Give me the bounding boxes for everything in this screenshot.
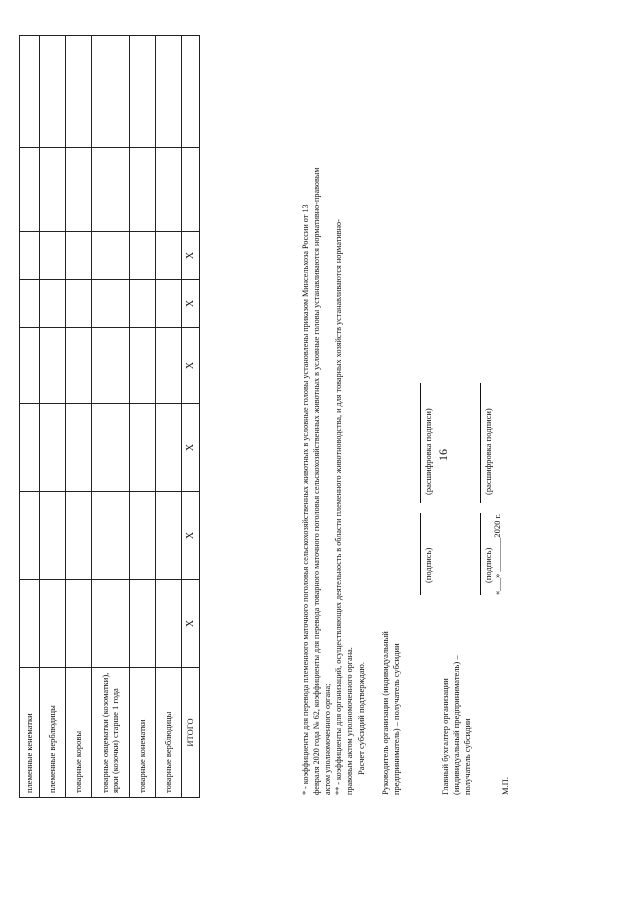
chief-signature-label: Главный бухгалтер организации (индивидуальный предприниматель) – получатель субсидии	[440, 655, 472, 795]
row-label: товарные верблюдицы	[156, 668, 182, 798]
table-cell	[20, 580, 40, 668]
confirmation-text: Расчет субсидий подтверждаю.	[356, 661, 366, 775]
table-cell	[156, 232, 182, 280]
table-cell	[20, 232, 40, 280]
table-cell	[182, 36, 200, 148]
table-cell	[20, 280, 40, 328]
table-row	[66, 36, 92, 798]
table-cell	[156, 580, 182, 668]
chief-decode-caption: (расшифровка подписи)	[483, 408, 493, 495]
chief-sign-caption: (подпись)	[483, 547, 493, 583]
table-cell	[156, 492, 182, 580]
table-cell	[156, 280, 182, 328]
row-label: товарные коровы	[66, 668, 92, 798]
table-cell	[66, 328, 92, 404]
table-cell	[156, 328, 182, 404]
table-cell	[92, 404, 130, 492]
table-cell	[130, 492, 156, 580]
table-cell	[156, 148, 182, 232]
table-cell	[130, 580, 156, 668]
table-cell: Х	[182, 328, 200, 404]
table-cell	[92, 232, 130, 280]
table-row	[156, 36, 182, 798]
table-row	[130, 36, 156, 798]
table-cell	[40, 404, 66, 492]
table-cell	[20, 328, 40, 404]
table-cell	[20, 148, 40, 232]
table-cell	[92, 148, 130, 232]
table-cell	[92, 280, 130, 328]
table-cell	[40, 280, 66, 328]
table-cell	[92, 580, 130, 668]
chief-signature-line	[480, 513, 481, 595]
table-cell	[66, 492, 92, 580]
table-cell: Х	[182, 580, 200, 668]
table-cell: Х	[182, 232, 200, 280]
table-cell	[20, 404, 40, 492]
table-cell	[92, 492, 130, 580]
table-cell: Х	[182, 404, 200, 492]
row-label: племенные верблюдицы	[40, 668, 66, 798]
page-number: 16	[436, 449, 450, 461]
head-decode-line	[420, 383, 421, 503]
head-signature-line	[420, 513, 421, 595]
table-cell	[20, 36, 40, 148]
table-cell	[66, 148, 92, 232]
table-cell	[130, 148, 156, 232]
table-cell: Х	[182, 492, 200, 580]
table-cell	[130, 280, 156, 328]
table-cell	[40, 328, 66, 404]
table-cell	[40, 36, 66, 148]
row-label: ИТОГО	[182, 668, 200, 798]
footnote-2-line-1: ** - коэффициенты для организаций, осуществляющих деятельность в области племенного животноводства, и для товарных хозяйств устанавливаются нормативно-	[334, 219, 343, 795]
table-row	[20, 36, 40, 798]
table-cell	[66, 232, 92, 280]
table-cell	[156, 404, 182, 492]
footnote-1-line-2: февраля 2020 года № 62, коэффициенты для перевода товарного маточного поголовья сельскохозяйственных животных в условные головы устанавливаются нормативно-правовым	[312, 167, 321, 795]
stamp-placeholder: М.П.	[500, 777, 510, 795]
table-cell	[66, 36, 92, 148]
table-cell	[130, 328, 156, 404]
table-cell: Х	[182, 280, 200, 328]
table-cell	[40, 492, 66, 580]
date-line: «___» ________2020 г.	[492, 513, 502, 595]
table-cell	[130, 232, 156, 280]
table-cell	[182, 148, 200, 232]
table-cell	[156, 36, 182, 148]
table-cell	[66, 280, 92, 328]
table-cell	[66, 580, 92, 668]
footnote-1-line-1: * - коэффициенты для перевода племенного маточного поголовья сельскохозяйственных животных в условные головы установлены приказом Минсельхоза России от 13	[301, 204, 310, 795]
table-cell	[40, 148, 66, 232]
table-row	[182, 36, 200, 798]
table-cell	[92, 36, 130, 148]
footnote-2-line-2: правовым актом уполномоченного органа.	[345, 647, 354, 795]
table-cell	[130, 36, 156, 148]
table-cell	[40, 580, 66, 668]
head-sign-caption: (подпись)	[423, 547, 433, 583]
row-label: племенные кенематки	[20, 668, 40, 798]
head-signature-label: Руководитель организации (индивидуальный предприниматель) – получатель субсидии	[380, 631, 401, 795]
subsidy-table	[19, 35, 200, 798]
table-row	[40, 36, 66, 798]
table-cell	[92, 328, 130, 404]
row-label: товарные овцематки (козоматки), ярки (козочки) старше 1 года	[92, 668, 130, 798]
table-cell	[20, 492, 40, 580]
table-cell	[66, 404, 92, 492]
table-row	[92, 36, 130, 798]
footnote-1-line-3: актом уполномоченного органа;	[323, 683, 332, 795]
row-label: товарные конематки	[130, 668, 156, 798]
chief-decode-line	[480, 383, 481, 503]
head-decode-caption: (расшифровка подписи)	[423, 408, 433, 495]
table-cell	[40, 232, 66, 280]
table-cell	[130, 404, 156, 492]
